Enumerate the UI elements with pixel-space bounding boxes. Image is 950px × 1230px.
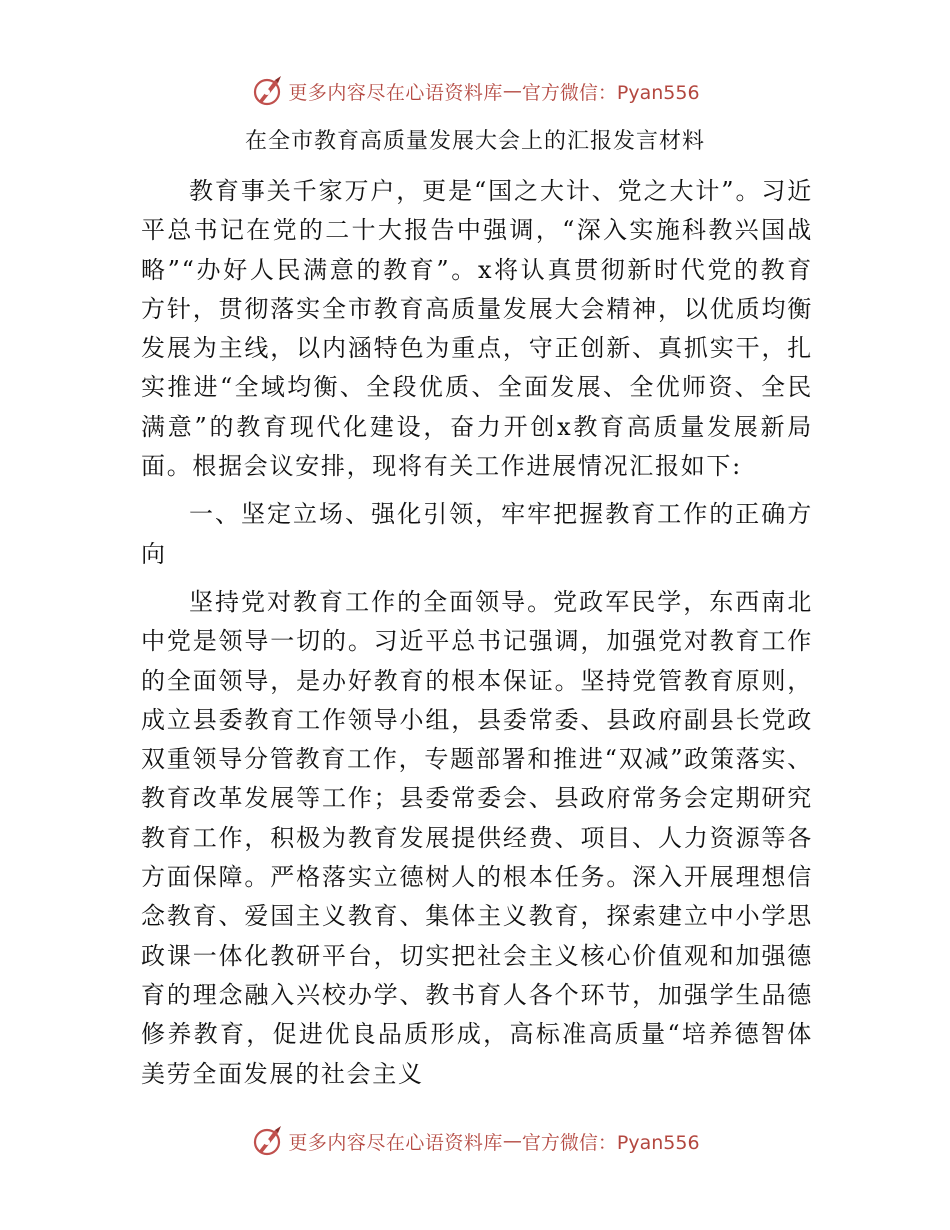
- watermark-brand: 更多内容尽在心语资料库: [288, 1131, 503, 1154]
- document-title: 在全市教育高质量发展大会上的汇报发言材料: [244, 129, 705, 154]
- watermark-contact: 官方微信：Pyan556: [521, 81, 700, 104]
- quill-pen-logo-icon: [250, 1124, 284, 1158]
- watermark-separator: —: [502, 1130, 522, 1152]
- document-body: [141, 172, 813, 1094]
- watermark-brand: 更多内容尽在心语资料库: [288, 81, 503, 104]
- quill-pen-logo-icon: [250, 74, 284, 108]
- watermark-separator: —: [502, 80, 522, 102]
- header-watermark: [0, 71, 950, 111]
- section-heading-1: 一、坚定立场、强化引领，牢牢把握教育工作的正确方向: [141, 500, 813, 568]
- watermark-contact: 官方微信：Pyan556: [521, 1131, 700, 1154]
- body-paragraph-section-1: 坚持党对教育工作的全面领导。党政军民学，东西南北中党是领导一切的。习近平总书记强调，加强党对教育工作的全面领导，是办好教育的根本保证。坚持党管教育原则，成立县委教育工作领导小组，县委常委、县政府副县长党政双重领导分管教育工作，专题部署和推进“双减”政策落实、教育改革发展等工作；县委常委会、县政府常务会定期研究教育工作，积极为教育发展提供经费、项目、人力资源等各方面保障。严格落实立德树人的根本任务。深入开展理想信念教育、爱国主义教育、集体主义教育，探索建立中小学思政课一体化教研平台，切实把社会主义核心价值观和加强德育的理念融入兴校办学、教书育人各个环节，加强学生品德修养教育，促进优良品质形成，高标准高质量“培养德智体美劳全面发展的社会主义: [141, 587, 813, 1088]
- footer-watermark: [0, 1121, 950, 1161]
- body-paragraph-intro: 教育事关千家万户，更是“国之大计、党之大计”。习近平总书记在党的二十大报告中强调，“深入实施科教兴国战略”“办好人民满意的教育”。x将认真贯彻新时代党的教育方针，贯彻落实全市教育高质量发展大会精神，以优质均衡发展为主线，以内涵特色为重点，守正创新、真抓实干，扎实推进“全域均衡、全段优质、全面发展、全优师资、全民满意”的教育现代化建设，奋力开创x教育高质量发展新局面。根据会议安排，现将有关工作进展情况汇报如下:: [141, 177, 813, 481]
